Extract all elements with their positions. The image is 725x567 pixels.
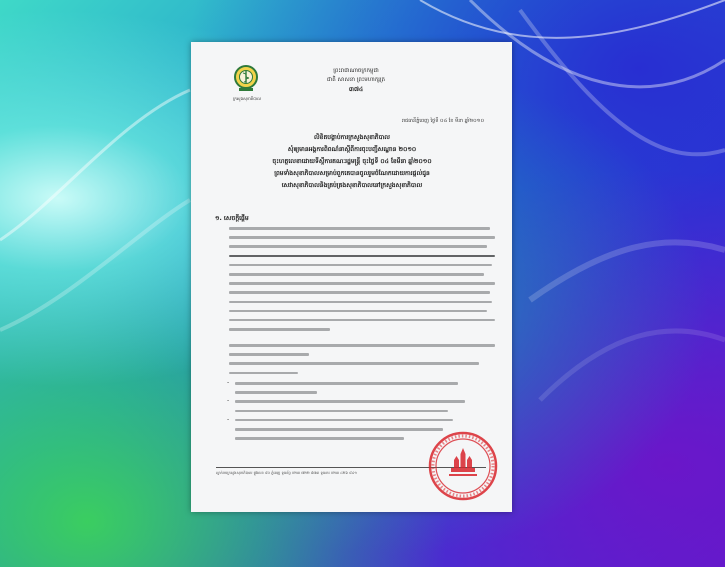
title-line: លិខិតបង្គាប់ការក្រសួងសុខាភិបាល [313, 134, 391, 141]
list-item [227, 397, 477, 412]
text-line [229, 353, 309, 356]
text-line [229, 255, 495, 258]
document-date: រាជធានីភ្នំពេញ ថ្ងៃទី ០៤ ខែ មីនា ឆ្នាំ២០១០ [401, 118, 484, 124]
text-line [229, 227, 490, 230]
bullet-mark: - [227, 415, 230, 423]
reference-line-1: ព្រះរាជាណាចក្រកម្ពុជា [333, 68, 379, 74]
list-item [227, 379, 477, 394]
text-line [235, 382, 458, 385]
text-line [229, 236, 495, 239]
ministry-emblem-icon [233, 64, 259, 92]
text-line [235, 428, 443, 431]
section-heading: ១. សេចក្តីផ្តើម [215, 215, 249, 222]
official-seal-icon [427, 430, 499, 502]
document-page [191, 42, 512, 512]
reference-line-2: ជាតិ សាសនា ព្រះមហាក្សត្រ [327, 77, 385, 83]
title-line: ព្រមទាំងសុខាភិបាលសម្រាប់ពួកគេបានចូលរួមចំណែកដោយការផ្តល់ជូន [274, 170, 430, 177]
text-line [229, 310, 487, 313]
bullet-mark: - [227, 379, 230, 386]
text-line [229, 301, 492, 304]
text-line [235, 410, 448, 413]
title-line: ចុះហត្ថលេខាដោយទីស្តីការគណៈរដ្ឋមន្ត្រី ចុះថ្ងៃទី ០៤ ខែមីនា ឆ្នាំ២០១០ [272, 158, 432, 165]
reference-number: ៣៧៤ [348, 86, 364, 93]
text-line [229, 372, 298, 375]
document-title [211, 132, 493, 192]
footer-address: ស្នាក់ការក្រសួងសុខាភិបាល ផ្លូវលេខ ៨០ ភ្នំពេញ ទូរស័ព្ទ ០២៣ ៧២២ ៨៧៣ ទូរសារ ០២៣ ៤២៦ ៨៤១ [216, 471, 357, 475]
text-line [235, 419, 453, 422]
body-paragraph [229, 344, 495, 381]
reference-block [311, 67, 401, 94]
ministry-label: ក្រសួងសុខាភិបាល [233, 96, 261, 101]
title-line: សុំឲ្យមានអង្គការពិពណ៌នាស្តីពីការចុះបញ្ជីសណ្ឋាន ២០១០ [287, 146, 417, 153]
text-line [229, 319, 495, 322]
body-paragraph [229, 227, 495, 337]
text-line [229, 264, 492, 267]
bullet-mark: - [227, 397, 230, 405]
text-line [235, 437, 404, 440]
text-line [229, 282, 495, 285]
text-line [235, 391, 317, 394]
text-line [229, 344, 495, 347]
text-line [235, 400, 465, 403]
text-line [229, 328, 330, 331]
text-line [229, 273, 484, 276]
text-line [229, 245, 487, 248]
text-line [229, 362, 479, 365]
text-line [229, 291, 490, 294]
title-line: សេវាសុខាភិបាលនិងគ្រប់គ្រងសុខាភិបាលនៅក្រសួងសុខាភិបាល [281, 182, 423, 189]
